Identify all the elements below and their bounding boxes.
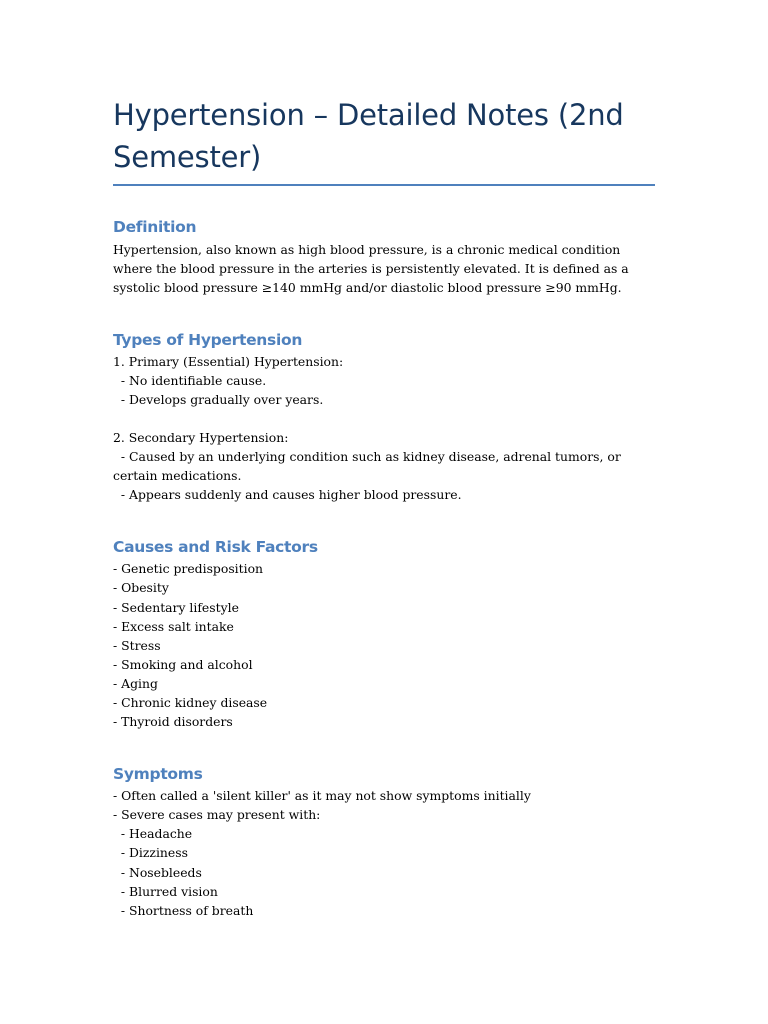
section-types — [113, 330, 655, 505]
document-title: Hypertension – Detailed Notes (2nd Semester) — [113, 0, 655, 186]
section-definition — [113, 217, 655, 298]
section-causes — [113, 537, 655, 731]
secondary-type-title: 2. Secondary Hypertension: — [113, 429, 289, 445]
list-item: - No identifiable cause. — [113, 372, 267, 388]
section-heading-definition: Definition — [113, 218, 197, 236]
list-item: - Sedentary lifestyle — [113, 599, 239, 615]
list-item: - Smoking and alcohol — [113, 656, 253, 672]
section-symptoms — [113, 764, 655, 920]
list-item: - Dizziness — [113, 845, 188, 861]
section-heading-symptoms: Symptoms — [113, 765, 203, 784]
list-item: - Caused by an underlying condition such as kidney disease, adrenal tumors, or certain medications. — [113, 449, 625, 484]
list-item: - Aging — [113, 675, 158, 691]
list-item: - Stress — [113, 637, 161, 653]
list-item: - Excess salt intake — [113, 618, 234, 634]
definition-paragraph: Hypertension, also known as high blood pressure, is a chronic medical condition where the blood pressure in the arteries is persistently elevated. It is defined as a systolic blood pressure ≥140 mmHg and/or diastolic blood pressure ≥90 mmHg. — [113, 242, 633, 296]
list-item: - Appears suddenly and causes higher blood pressure. — [113, 487, 462, 503]
document-page — [113, 0, 655, 920]
list-item: - Chronic kidney disease — [113, 695, 268, 711]
list-item: - Obesity — [113, 580, 169, 596]
list-item: - Shortness of breath — [113, 902, 254, 918]
list-item: - Thyroid disorders — [113, 714, 233, 730]
spacer — [113, 409, 655, 428]
primary-type-title: 1. Primary (Essential) Hypertension: — [113, 353, 344, 369]
list-item: - Headache — [113, 826, 193, 842]
list-item: - Severe cases may present with: — [113, 807, 321, 823]
list-item: - Develops gradually over years. — [113, 391, 324, 407]
list-item: - Blurred vision — [113, 883, 218, 899]
section-heading-causes: Causes and Risk Factors — [113, 538, 318, 557]
section-heading-types: Types of Hypertension — [113, 330, 303, 349]
list-item: - Often called a 'silent killer' as it may not show symptoms initially — [113, 788, 531, 804]
list-item: - Nosebleeds — [113, 864, 202, 880]
list-item: - Genetic predisposition — [113, 561, 264, 577]
